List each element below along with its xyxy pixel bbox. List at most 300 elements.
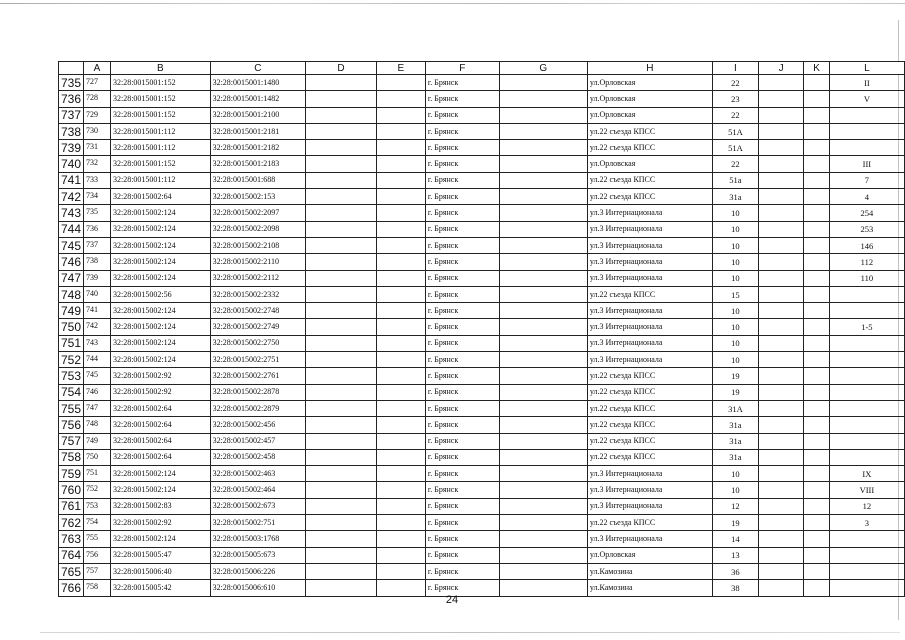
cell-k[interactable]	[804, 466, 830, 482]
cell-i[interactable]: 51А	[712, 123, 758, 139]
cell-l[interactable]: III	[829, 156, 904, 172]
cell-a[interactable]: 734	[84, 189, 111, 205]
cell-g[interactable]	[499, 547, 587, 563]
cell-h[interactable]: ул.22 съезда КПСС	[587, 189, 712, 205]
cell-b[interactable]: 32:28:0015005:42	[110, 580, 210, 596]
cell-g[interactable]	[499, 531, 587, 547]
cell-f[interactable]: г. Брянск	[425, 400, 499, 416]
cell-g[interactable]	[499, 352, 587, 368]
cell-f[interactable]: г. Брянск	[425, 482, 499, 498]
cell-c[interactable]: 32:28:0015005:673	[210, 547, 305, 563]
cell-c[interactable]: 32:28:0015002:458	[210, 449, 305, 465]
cell-j[interactable]	[759, 237, 804, 253]
cell-h[interactable]: ул.3 Интернационала	[587, 270, 712, 286]
cell-c[interactable]: 32:28:0015001:2181	[210, 123, 305, 139]
cell-l[interactable]	[829, 531, 904, 547]
cell-a[interactable]: 751	[84, 466, 111, 482]
cell-d[interactable]	[306, 237, 377, 253]
cell-b[interactable]: 32:28:0015002:64	[110, 449, 210, 465]
cell-g[interactable]	[499, 466, 587, 482]
cell-c[interactable]: 32:28:0015001:2100	[210, 107, 305, 123]
cell-c[interactable]: 32:28:0015006:610	[210, 580, 305, 596]
cell-g[interactable]	[499, 286, 587, 302]
cell-d[interactable]	[306, 91, 377, 107]
row-number-header[interactable]: 759	[59, 466, 84, 482]
cell-a[interactable]: 732	[84, 156, 111, 172]
cell-l[interactable]: 112	[829, 254, 904, 270]
column-header-h[interactable]: H	[587, 62, 712, 75]
cell-l[interactable]	[829, 449, 904, 465]
cell-j[interactable]	[759, 400, 804, 416]
cell-l[interactable]: 3	[829, 515, 904, 531]
cell-l[interactable]	[829, 384, 904, 400]
cell-d[interactable]	[306, 433, 377, 449]
cell-i[interactable]: 31а	[712, 417, 758, 433]
cell-k[interactable]	[804, 156, 830, 172]
cell-i[interactable]: 10	[712, 237, 758, 253]
cell-g[interactable]	[499, 270, 587, 286]
cell-b[interactable]: 32:28:0015001:152	[110, 75, 210, 91]
cell-a[interactable]: 748	[84, 417, 111, 433]
row-number-header[interactable]: 745	[59, 237, 84, 253]
cell-e[interactable]	[376, 189, 425, 205]
cell-d[interactable]	[306, 547, 377, 563]
cell-j[interactable]	[759, 563, 804, 579]
cell-h[interactable]: ул.3 Интернационала	[587, 466, 712, 482]
cell-f[interactable]: г. Брянск	[425, 515, 499, 531]
cell-l[interactable]	[829, 400, 904, 416]
cell-a[interactable]: 733	[84, 172, 111, 188]
row-number-header[interactable]: 737	[59, 107, 84, 123]
cell-e[interactable]	[376, 531, 425, 547]
cell-h[interactable]: ул.22 съезда КПСС	[587, 449, 712, 465]
cell-f[interactable]: г. Брянск	[425, 156, 499, 172]
cell-e[interactable]	[376, 417, 425, 433]
cell-g[interactable]	[499, 172, 587, 188]
cell-l[interactable]: 12	[829, 498, 904, 514]
cell-h[interactable]: ул.Орловская	[587, 156, 712, 172]
cell-k[interactable]	[804, 221, 830, 237]
cell-h[interactable]: ул.22 съезда КПСС	[587, 123, 712, 139]
cell-l[interactable]: 110	[829, 270, 904, 286]
cell-g[interactable]	[499, 156, 587, 172]
cell-i[interactable]: 10	[712, 221, 758, 237]
column-header-j[interactable]: J	[759, 62, 804, 75]
cell-a[interactable]: 749	[84, 433, 111, 449]
cell-f[interactable]: г. Брянск	[425, 172, 499, 188]
cell-j[interactable]	[759, 515, 804, 531]
cell-g[interactable]	[499, 417, 587, 433]
row-number-header[interactable]: 755	[59, 400, 84, 416]
cell-e[interactable]	[376, 368, 425, 384]
cell-b[interactable]: 32:28:0015002:83	[110, 498, 210, 514]
cell-h[interactable]: ул.3 Интернационала	[587, 221, 712, 237]
cell-h[interactable]: ул.3 Интернационала	[587, 498, 712, 514]
cell-i[interactable]: 22	[712, 75, 758, 91]
cell-g[interactable]	[499, 319, 587, 335]
cell-i[interactable]: 10	[712, 254, 758, 270]
cell-j[interactable]	[759, 433, 804, 449]
cell-f[interactable]: г. Брянск	[425, 189, 499, 205]
cell-k[interactable]	[804, 303, 830, 319]
cell-c[interactable]: 32:28:0015003:1768	[210, 531, 305, 547]
cell-g[interactable]	[499, 221, 587, 237]
cell-h[interactable]: ул.Орловская	[587, 75, 712, 91]
cell-k[interactable]	[804, 254, 830, 270]
cell-k[interactable]	[804, 270, 830, 286]
cell-i[interactable]: 22	[712, 107, 758, 123]
cell-i[interactable]: 10	[712, 303, 758, 319]
cell-b[interactable]: 32:28:0015002:92	[110, 368, 210, 384]
cell-i[interactable]: 12	[712, 498, 758, 514]
cell-e[interactable]	[376, 140, 425, 156]
cell-k[interactable]	[804, 172, 830, 188]
corner-cell[interactable]	[59, 62, 84, 75]
cell-k[interactable]	[804, 335, 830, 351]
row-number-header[interactable]: 749	[59, 303, 84, 319]
cell-h[interactable]: ул.22 съезда КПСС	[587, 286, 712, 302]
cell-c[interactable]: 32:28:0015001:1482	[210, 91, 305, 107]
cell-f[interactable]: г. Брянск	[425, 91, 499, 107]
cell-b[interactable]: 32:28:0015002:124	[110, 482, 210, 498]
cell-i[interactable]: 51а	[712, 172, 758, 188]
cell-a[interactable]: 729	[84, 107, 111, 123]
cell-h[interactable]: ул.Орловская	[587, 91, 712, 107]
cell-e[interactable]	[376, 303, 425, 319]
cell-g[interactable]	[499, 433, 587, 449]
row-number-header[interactable]: 738	[59, 123, 84, 139]
row-number-header[interactable]: 760	[59, 482, 84, 498]
cell-i[interactable]: 10	[712, 466, 758, 482]
cell-d[interactable]	[306, 400, 377, 416]
cell-f[interactable]: г. Брянск	[425, 449, 499, 465]
cell-a[interactable]: 740	[84, 286, 111, 302]
row-number-header[interactable]: 756	[59, 417, 84, 433]
cell-e[interactable]	[376, 156, 425, 172]
cell-j[interactable]	[759, 482, 804, 498]
cell-e[interactable]	[376, 433, 425, 449]
cell-l[interactable]	[829, 286, 904, 302]
cell-a[interactable]: 727	[84, 75, 111, 91]
cell-h[interactable]: ул.Орловская	[587, 547, 712, 563]
cell-g[interactable]	[499, 140, 587, 156]
cell-b[interactable]: 32:28:0015002:64	[110, 417, 210, 433]
cell-l[interactable]: IX	[829, 466, 904, 482]
cell-l[interactable]: II	[829, 75, 904, 91]
cell-k[interactable]	[804, 547, 830, 563]
cell-c[interactable]: 32:28:0015002:2748	[210, 303, 305, 319]
cell-i[interactable]: 10	[712, 352, 758, 368]
row-number-header[interactable]: 754	[59, 384, 84, 400]
row-number-header[interactable]: 739	[59, 140, 84, 156]
cell-h[interactable]: ул.22 съезда КПСС	[587, 515, 712, 531]
cell-h[interactable]: ул.Камозина	[587, 580, 712, 596]
row-number-header[interactable]: 736	[59, 91, 84, 107]
row-number-header[interactable]: 762	[59, 515, 84, 531]
cell-j[interactable]	[759, 140, 804, 156]
cell-a[interactable]: 743	[84, 335, 111, 351]
row-number-header[interactable]: 763	[59, 531, 84, 547]
cell-d[interactable]	[306, 515, 377, 531]
cell-d[interactable]	[306, 75, 377, 91]
cell-c[interactable]: 32:28:0015002:2110	[210, 254, 305, 270]
cell-a[interactable]: 731	[84, 140, 111, 156]
cell-j[interactable]	[759, 547, 804, 563]
row-number-header[interactable]: 744	[59, 221, 84, 237]
cell-e[interactable]	[376, 286, 425, 302]
cell-d[interactable]	[306, 189, 377, 205]
cell-g[interactable]	[499, 123, 587, 139]
cell-c[interactable]: 32:28:0015002:456	[210, 417, 305, 433]
column-header-f[interactable]: F	[425, 62, 499, 75]
column-header-k[interactable]: K	[804, 62, 830, 75]
cell-b[interactable]: 32:28:0015005:47	[110, 547, 210, 563]
cell-g[interactable]	[499, 75, 587, 91]
cell-b[interactable]: 32:28:0015002:124	[110, 531, 210, 547]
cell-f[interactable]: г. Брянск	[425, 547, 499, 563]
cell-c[interactable]: 32:28:0015001:688	[210, 172, 305, 188]
cell-g[interactable]	[499, 563, 587, 579]
cell-b[interactable]: 32:28:0015001:112	[110, 140, 210, 156]
cell-b[interactable]: 32:28:0015002:124	[110, 237, 210, 253]
cell-j[interactable]	[759, 189, 804, 205]
cell-j[interactable]	[759, 449, 804, 465]
column-header-a[interactable]: A	[84, 62, 111, 75]
cell-a[interactable]: 744	[84, 352, 111, 368]
cell-e[interactable]	[376, 400, 425, 416]
cell-f[interactable]: г. Брянск	[425, 335, 499, 351]
cell-l[interactable]	[829, 547, 904, 563]
cell-c[interactable]: 32:28:0015002:2749	[210, 319, 305, 335]
cell-e[interactable]	[376, 91, 425, 107]
cell-h[interactable]: ул.22 съезда КПСС	[587, 140, 712, 156]
cell-g[interactable]	[499, 107, 587, 123]
cell-k[interactable]	[804, 286, 830, 302]
cell-k[interactable]	[804, 400, 830, 416]
cell-i[interactable]: 51А	[712, 140, 758, 156]
cell-f[interactable]: г. Брянск	[425, 417, 499, 433]
row-number-header[interactable]: 740	[59, 156, 84, 172]
cell-i[interactable]: 31А	[712, 400, 758, 416]
cell-h[interactable]: ул.3 Интернационала	[587, 531, 712, 547]
cell-e[interactable]	[376, 221, 425, 237]
row-number-header[interactable]: 748	[59, 286, 84, 302]
cell-j[interactable]	[759, 286, 804, 302]
cell-g[interactable]	[499, 303, 587, 319]
row-number-header[interactable]: 746	[59, 254, 84, 270]
cell-l[interactable]: VIII	[829, 482, 904, 498]
cell-f[interactable]: г. Брянск	[425, 433, 499, 449]
cell-k[interactable]	[804, 580, 830, 596]
cell-j[interactable]	[759, 335, 804, 351]
cell-h[interactable]: ул.22 съезда КПСС	[587, 384, 712, 400]
cell-g[interactable]	[499, 91, 587, 107]
cell-c[interactable]: 32:28:0015002:2108	[210, 237, 305, 253]
cell-e[interactable]	[376, 270, 425, 286]
cell-f[interactable]: г. Брянск	[425, 368, 499, 384]
cell-e[interactable]	[376, 352, 425, 368]
cell-c[interactable]: 32:28:0015002:2750	[210, 335, 305, 351]
cell-e[interactable]	[376, 205, 425, 221]
cell-f[interactable]: г. Брянск	[425, 75, 499, 91]
cell-j[interactable]	[759, 221, 804, 237]
cell-d[interactable]	[306, 107, 377, 123]
cell-f[interactable]: г. Брянск	[425, 531, 499, 547]
cell-k[interactable]	[804, 482, 830, 498]
row-number-header[interactable]: 741	[59, 172, 84, 188]
row-number-header[interactable]: 758	[59, 449, 84, 465]
cell-a[interactable]: 737	[84, 237, 111, 253]
cell-d[interactable]	[306, 352, 377, 368]
cell-b[interactable]: 32:28:0015002:124	[110, 335, 210, 351]
cell-k[interactable]	[804, 75, 830, 91]
cell-a[interactable]: 753	[84, 498, 111, 514]
cell-i[interactable]: 36	[712, 563, 758, 579]
cell-k[interactable]	[804, 189, 830, 205]
cell-k[interactable]	[804, 205, 830, 221]
cell-f[interactable]: г. Брянск	[425, 563, 499, 579]
cell-f[interactable]: г. Брянск	[425, 286, 499, 302]
cell-l[interactable]: 4	[829, 189, 904, 205]
cell-k[interactable]	[804, 91, 830, 107]
cell-k[interactable]	[804, 531, 830, 547]
cell-k[interactable]	[804, 515, 830, 531]
cell-g[interactable]	[499, 335, 587, 351]
cell-b[interactable]: 32:28:0015002:124	[110, 303, 210, 319]
row-number-header[interactable]: 743	[59, 205, 84, 221]
cell-d[interactable]	[306, 498, 377, 514]
cell-a[interactable]: 755	[84, 531, 111, 547]
cell-f[interactable]: г. Брянск	[425, 107, 499, 123]
column-header-b[interactable]: B	[110, 62, 210, 75]
cell-k[interactable]	[804, 352, 830, 368]
cell-h[interactable]: ул.Орловская	[587, 107, 712, 123]
cell-f[interactable]: г. Брянск	[425, 352, 499, 368]
cell-b[interactable]: 32:28:0015002:124	[110, 221, 210, 237]
cell-a[interactable]: 745	[84, 368, 111, 384]
cell-d[interactable]	[306, 123, 377, 139]
cell-l[interactable]	[829, 335, 904, 351]
cell-k[interactable]	[804, 384, 830, 400]
cell-l[interactable]: 253	[829, 221, 904, 237]
cell-j[interactable]	[759, 270, 804, 286]
cell-b[interactable]: 32:28:0015001:112	[110, 123, 210, 139]
cell-h[interactable]: ул.3 Интернационала	[587, 205, 712, 221]
cell-g[interactable]	[499, 449, 587, 465]
cell-j[interactable]	[759, 417, 804, 433]
cell-d[interactable]	[306, 531, 377, 547]
cell-e[interactable]	[376, 449, 425, 465]
cell-c[interactable]: 32:28:0015002:2112	[210, 270, 305, 286]
cell-i[interactable]: 10	[712, 205, 758, 221]
row-number-header[interactable]: 766	[59, 580, 84, 596]
cell-e[interactable]	[376, 563, 425, 579]
cell-b[interactable]: 32:28:0015002:124	[110, 270, 210, 286]
cell-g[interactable]	[499, 368, 587, 384]
cell-i[interactable]: 13	[712, 547, 758, 563]
cell-f[interactable]: г. Брянск	[425, 237, 499, 253]
cell-j[interactable]	[759, 352, 804, 368]
cell-h[interactable]: ул.22 съезда КПСС	[587, 400, 712, 416]
cell-i[interactable]: 10	[712, 335, 758, 351]
cell-b[interactable]: 32:28:0015002:124	[110, 466, 210, 482]
column-header-d[interactable]: D	[306, 62, 377, 75]
cell-i[interactable]: 23	[712, 91, 758, 107]
cell-b[interactable]: 32:28:0015001:152	[110, 156, 210, 172]
cell-b[interactable]: 32:28:0015002:64	[110, 189, 210, 205]
cell-i[interactable]: 14	[712, 531, 758, 547]
cell-d[interactable]	[306, 319, 377, 335]
row-number-header[interactable]: 753	[59, 368, 84, 384]
cell-j[interactable]	[759, 384, 804, 400]
cell-e[interactable]	[376, 482, 425, 498]
cell-i[interactable]: 19	[712, 384, 758, 400]
cell-e[interactable]	[376, 384, 425, 400]
cell-j[interactable]	[759, 466, 804, 482]
cell-i[interactable]: 10	[712, 270, 758, 286]
cell-d[interactable]	[306, 205, 377, 221]
cell-h[interactable]: ул.3 Интернационала	[587, 482, 712, 498]
cell-d[interactable]	[306, 303, 377, 319]
column-header-i[interactable]: I	[712, 62, 758, 75]
cell-b[interactable]: 32:28:0015002:92	[110, 515, 210, 531]
cell-e[interactable]	[376, 335, 425, 351]
cell-e[interactable]	[376, 319, 425, 335]
cell-d[interactable]	[306, 580, 377, 596]
cell-c[interactable]: 32:28:0015002:2097	[210, 205, 305, 221]
cell-c[interactable]: 32:28:0015002:673	[210, 498, 305, 514]
cell-g[interactable]	[499, 482, 587, 498]
cell-f[interactable]: г. Брянск	[425, 580, 499, 596]
cell-k[interactable]	[804, 107, 830, 123]
cell-a[interactable]: 747	[84, 400, 111, 416]
cell-d[interactable]	[306, 254, 377, 270]
row-number-header[interactable]: 747	[59, 270, 84, 286]
cell-a[interactable]: 746	[84, 384, 111, 400]
cell-l[interactable]: 254	[829, 205, 904, 221]
cell-c[interactable]: 32:28:0015001:2183	[210, 156, 305, 172]
row-number-header[interactable]: 764	[59, 547, 84, 563]
cell-l[interactable]: 1-5	[829, 319, 904, 335]
column-header-e[interactable]: E	[376, 62, 425, 75]
cell-j[interactable]	[759, 303, 804, 319]
cell-f[interactable]: г. Брянск	[425, 384, 499, 400]
cell-i[interactable]: 15	[712, 286, 758, 302]
cell-e[interactable]	[376, 498, 425, 514]
cell-b[interactable]: 32:28:0015001:152	[110, 91, 210, 107]
cell-a[interactable]: 754	[84, 515, 111, 531]
cell-d[interactable]	[306, 156, 377, 172]
cell-c[interactable]: 32:28:0015002:2751	[210, 352, 305, 368]
cell-b[interactable]: 32:28:0015002:124	[110, 205, 210, 221]
row-number-header[interactable]: 742	[59, 189, 84, 205]
cell-g[interactable]	[499, 400, 587, 416]
cell-j[interactable]	[759, 254, 804, 270]
cell-f[interactable]: г. Брянск	[425, 498, 499, 514]
cell-b[interactable]: 32:28:0015006:40	[110, 563, 210, 579]
cell-i[interactable]: 31а	[712, 449, 758, 465]
cell-a[interactable]: 735	[84, 205, 111, 221]
cell-g[interactable]	[499, 189, 587, 205]
row-number-header[interactable]: 765	[59, 563, 84, 579]
cell-h[interactable]: ул.22 съезда КПСС	[587, 172, 712, 188]
cell-d[interactable]	[306, 270, 377, 286]
cell-a[interactable]: 728	[84, 91, 111, 107]
row-number-header[interactable]: 757	[59, 433, 84, 449]
cell-g[interactable]	[499, 237, 587, 253]
cell-f[interactable]: г. Брянск	[425, 221, 499, 237]
cell-c[interactable]: 32:28:0015002:464	[210, 482, 305, 498]
